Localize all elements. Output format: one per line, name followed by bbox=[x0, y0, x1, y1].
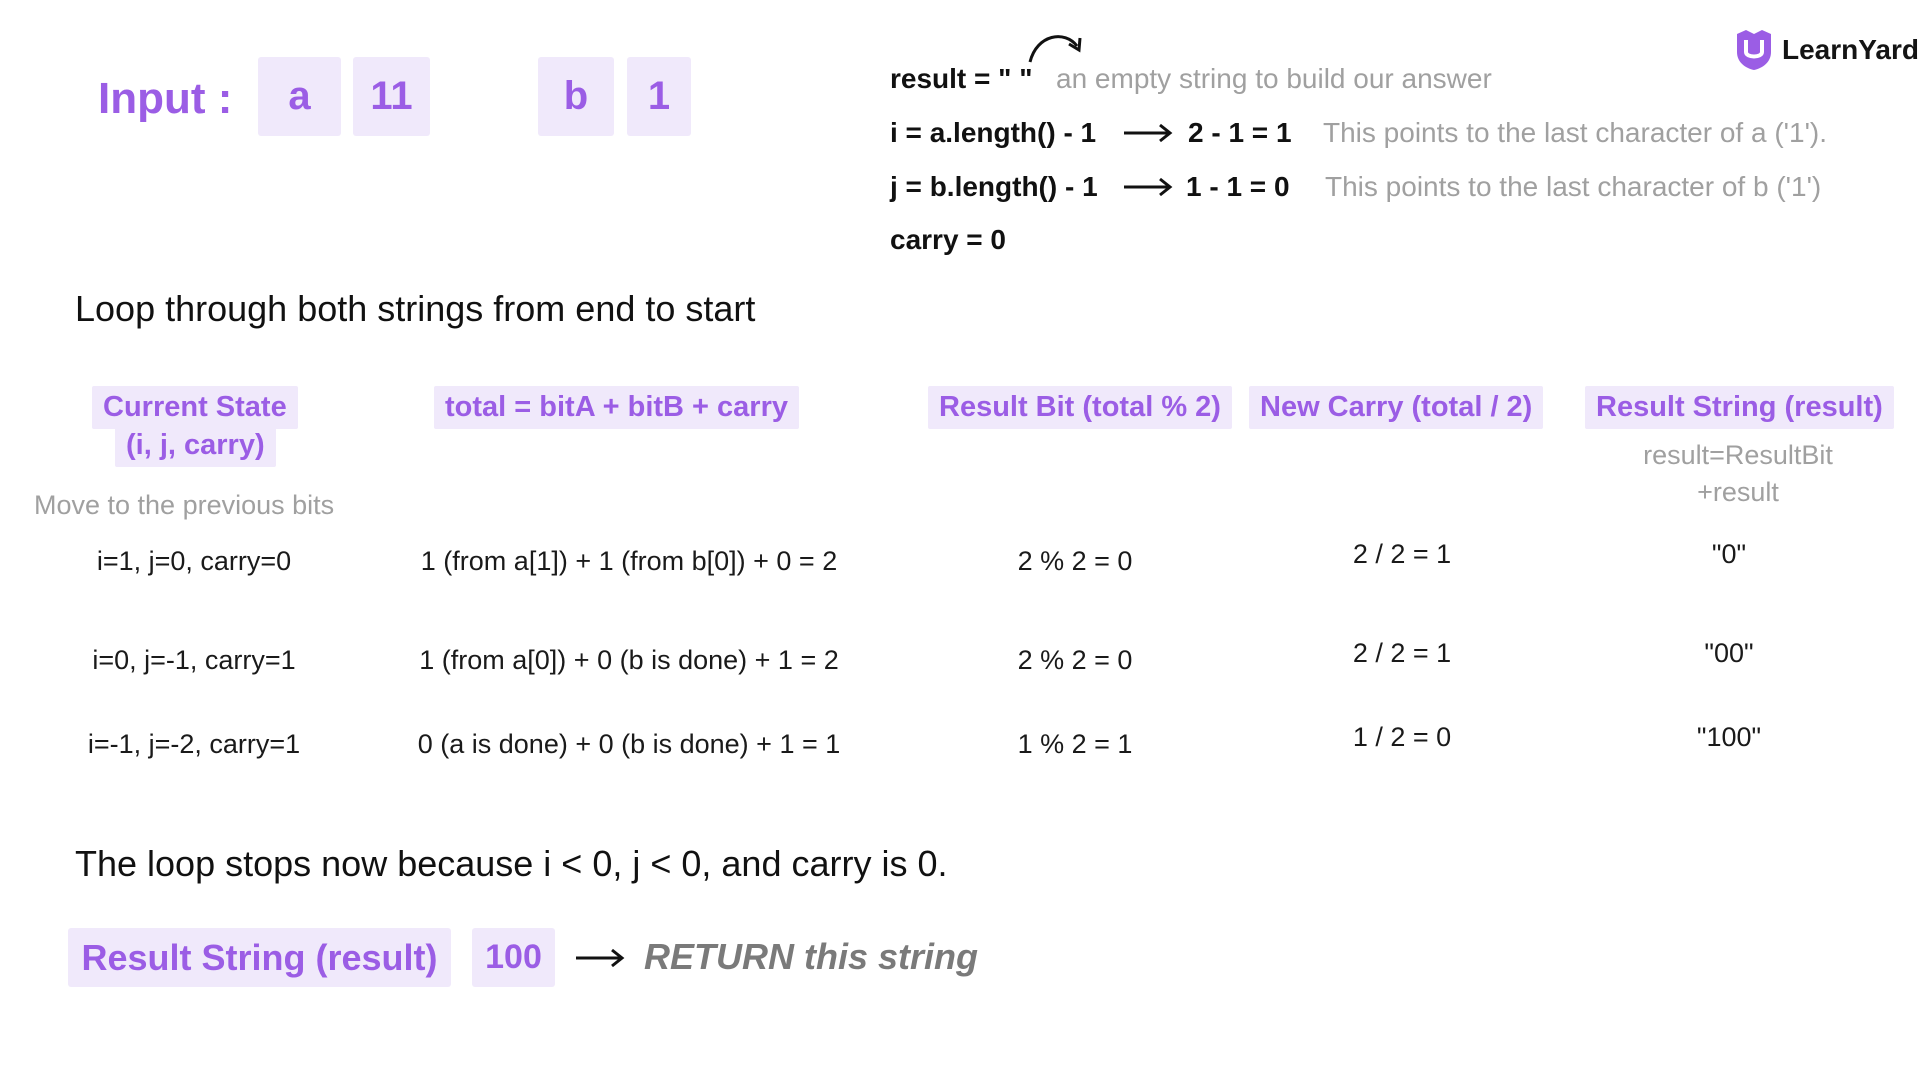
row2-carry: 2 / 2 = 1 bbox=[1352, 638, 1452, 668]
row3-result: "100" bbox=[1696, 722, 1762, 752]
row2-total: 1 (from a[0]) + 0 (b is done) + 1 = 2 bbox=[419, 645, 839, 675]
input-label: Input : bbox=[98, 74, 233, 123]
init-result-note: an empty string to build our answer bbox=[1056, 63, 1492, 94]
init-i-note: This points to the last character of a ('1'). bbox=[1323, 117, 1828, 148]
header-result-bit: Result Bit (total % 2) bbox=[928, 386, 1232, 429]
loop-heading: Loop through both strings from end to start bbox=[75, 288, 756, 329]
row1-result: "0" bbox=[1711, 539, 1747, 569]
row1-state: i=1, j=0, carry=0 bbox=[96, 546, 292, 576]
init-j-code: j = b.length() - 1 bbox=[890, 171, 1098, 202]
row1-bit: 2 % 2 = 0 bbox=[1017, 546, 1133, 576]
init-result-code: result = " " bbox=[890, 63, 1033, 94]
header-result-string: Result String (result) bbox=[1585, 386, 1894, 429]
row2-result: "00" bbox=[1704, 638, 1754, 668]
row3-bit: 1 % 2 = 1 bbox=[1017, 729, 1133, 759]
result-formula-line1: result=ResultBit bbox=[1643, 440, 1833, 470]
input-a-value: 11 bbox=[353, 57, 430, 136]
header-current-state: Current State bbox=[92, 386, 298, 429]
header-total: total = bitA + bitB + carry bbox=[434, 386, 799, 429]
init-carry-code: carry = 0 bbox=[890, 224, 1006, 255]
state-note: Move to the previous bits bbox=[34, 490, 335, 520]
arrow-right-icon bbox=[1122, 174, 1174, 200]
init-j-note: This points to the last character of b ('1') bbox=[1325, 171, 1822, 202]
logo-text: LearnYard bbox=[1782, 34, 1919, 65]
input-a-name: a bbox=[258, 57, 341, 136]
result-formula-line2: +result bbox=[1697, 477, 1779, 507]
return-text: RETURN this string bbox=[644, 936, 979, 977]
arrow-right-icon bbox=[574, 944, 626, 972]
row3-total: 0 (a is done) + 0 (b is done) + 1 = 1 bbox=[417, 729, 841, 759]
row1-total: 1 (from a[1]) + 1 (from b[0]) + 0 = 2 bbox=[420, 546, 838, 576]
row1-carry: 2 / 2 = 1 bbox=[1352, 539, 1452, 569]
init-i-calc: 2 - 1 = 1 bbox=[1188, 117, 1292, 148]
header-state-vars: (i, j, carry) bbox=[115, 424, 276, 467]
row2-state: i=0, j=-1, carry=1 bbox=[92, 645, 296, 675]
header-new-carry: New Carry (total / 2) bbox=[1249, 386, 1543, 429]
logo bbox=[1734, 28, 1919, 72]
arrow-right-icon bbox=[1122, 120, 1174, 146]
row3-carry: 1 / 2 = 0 bbox=[1352, 722, 1452, 752]
row2-bit: 2 % 2 = 0 bbox=[1017, 645, 1133, 675]
final-result-value: 100 bbox=[472, 928, 555, 987]
shield-u-icon bbox=[1734, 28, 1774, 72]
row3-state: i=-1, j=-2, carry=1 bbox=[87, 729, 301, 759]
input-b-name: b bbox=[538, 57, 614, 136]
init-j-calc: 1 - 1 = 0 bbox=[1186, 171, 1290, 202]
loop-stop-text: The loop stops now because i < 0, j < 0, and carry is 0. bbox=[75, 843, 948, 884]
init-i-code: i = a.length() - 1 bbox=[890, 117, 1097, 148]
final-result-label: Result String (result) bbox=[68, 928, 451, 987]
input-b-value: 1 bbox=[627, 57, 691, 136]
curved-arrow-icon bbox=[1025, 28, 1085, 68]
